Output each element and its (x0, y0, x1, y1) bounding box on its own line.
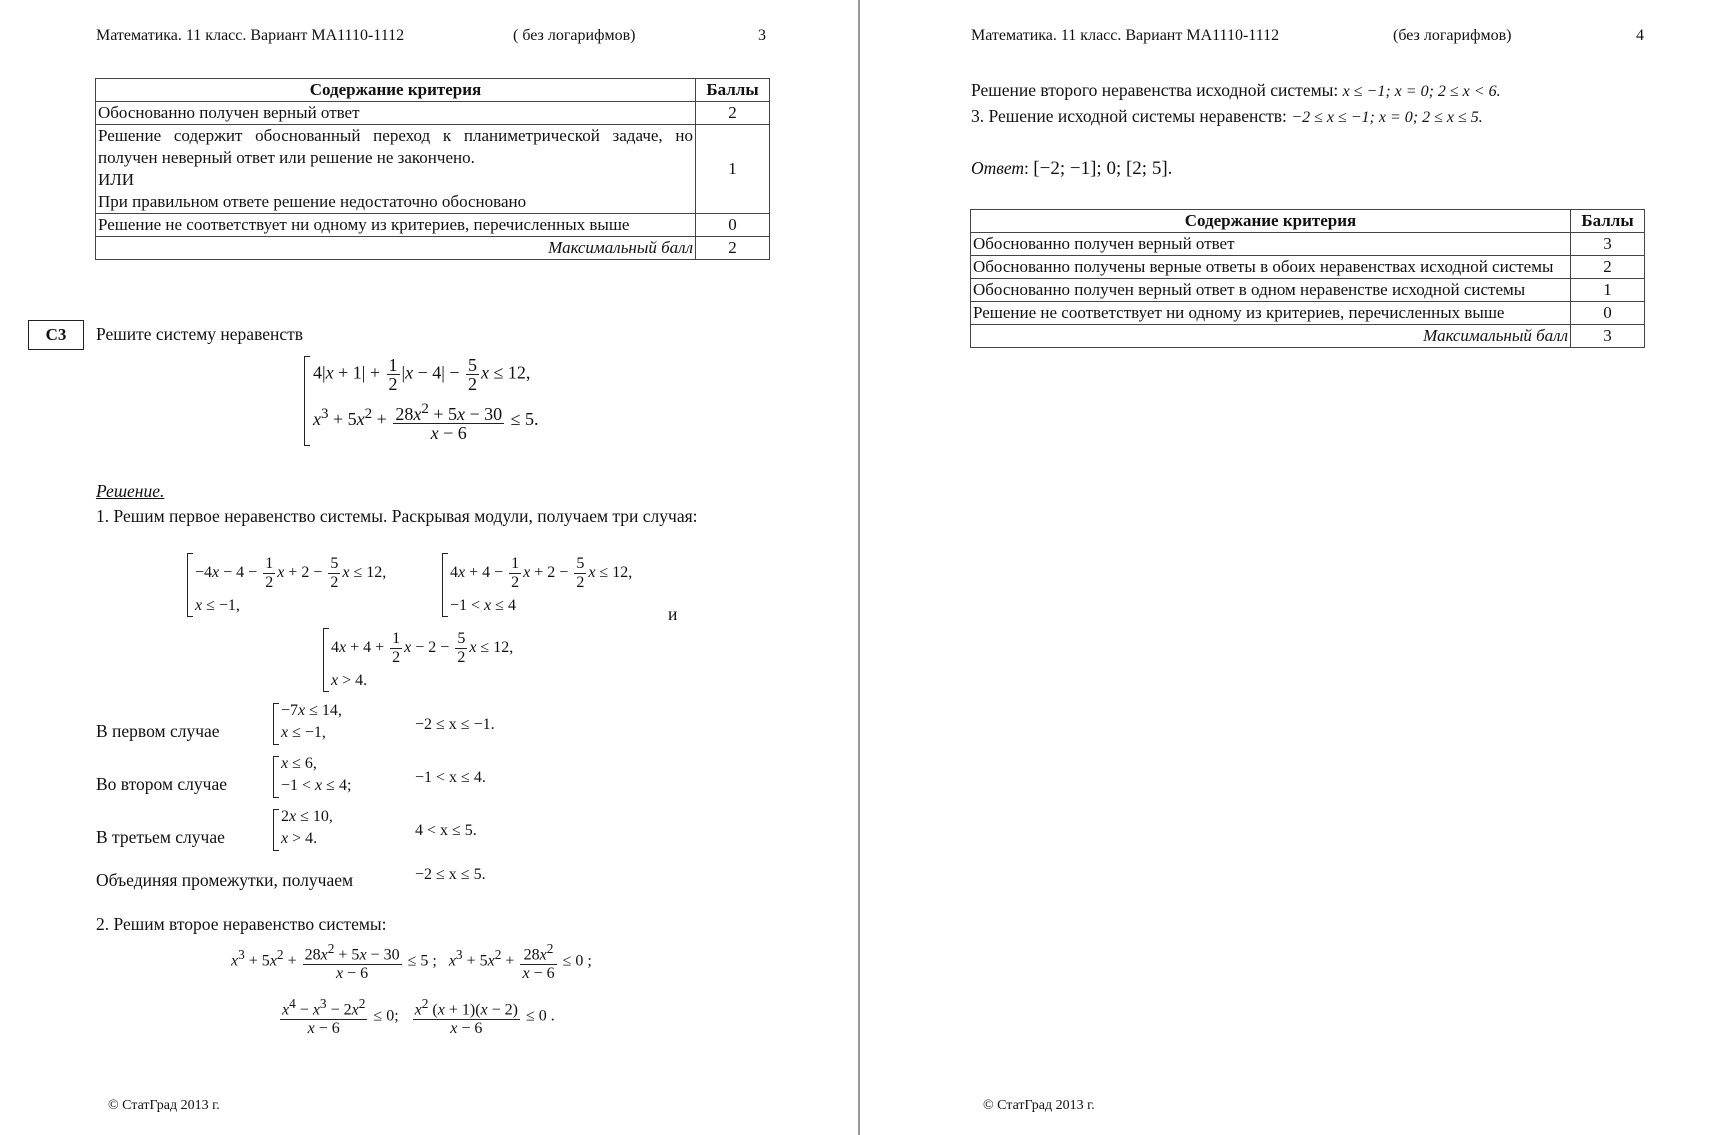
case1-label: В первом случае (96, 721, 220, 741)
system-brace (442, 553, 448, 617)
case2-result: −1 < x ≤ 4. (415, 769, 486, 786)
criterion-text: Обоснованно получен верный ответ (96, 102, 696, 125)
criterion-text-part: При правильном ответе решение недостаточно обосновано (98, 192, 527, 211)
col-header-points: Баллы (1571, 210, 1645, 233)
criterion-text-part: ИЛИ (98, 170, 135, 189)
solution-line2-text: 3. Решение исходной системы неравенств: (971, 106, 1287, 126)
math-line: x ≤ 6, (281, 755, 317, 772)
step2-line2: $\frac{x^4 - x^3 - 2x^2}{x - 6}$ ≤ 0; $\frac{x^2 (x + 1)(x - 2)}{x - 6}$ ≤ 0 . (282, 996, 555, 1038)
inequality-1: 4|x + 1| + $\frac{1}{2}$ |x − 4| − $\frac{5}{2}$ x ≤ 12, (313, 355, 531, 394)
header-page-number: 3 (758, 27, 766, 44)
solution-line2-math: −2 ≤ x ≤ −1; x = 0; 2 ≤ x ≤ 5. (1291, 109, 1483, 126)
col-header-content: Содержание критерия (96, 79, 696, 102)
criterion-points: 1 (696, 125, 770, 214)
max-score-label: Максимальный балл (96, 237, 696, 260)
table-row (96, 214, 770, 237)
header-note: (без логарифмов) (1393, 27, 1512, 44)
answer-value: [−2; −1]; 0; [2; 5]. (1033, 158, 1173, 179)
solution-step2: 2. Решим второе неравенство системы: (96, 914, 387, 934)
system-brace (323, 628, 329, 692)
case2-label: Во втором случае (96, 774, 227, 794)
step2-line1: $x^3 + 5x^2$ + $\frac{28x^2 + 5x - 30}{x - 6}$ ≤ 5 ; $x^3 + 5x^2$ + $\frac{28x^2}{x - 6}$ ≤ 0 ; (231, 941, 592, 983)
header-note: ( без логарифмов) (513, 27, 636, 44)
math-line: 2x ≤ 10, (281, 808, 333, 825)
system-brace (187, 553, 193, 617)
solution-heading: Решение. (96, 481, 165, 501)
solution-step1: 1. Решим первое неравенство системы. Раскрывая модули, получаем три случая: (96, 506, 698, 526)
math-line: −1 < x ≤ 4; (281, 777, 352, 794)
criterion-text: Обоснованно получен верный ответ (971, 233, 1571, 256)
math-line: −7x ≤ 14, (281, 702, 342, 719)
criterion-text: Обоснованно получен верный ответ в одном неравенстве исходной системы (971, 279, 1571, 302)
criterion-points: 2 (696, 102, 770, 125)
answer-line: Ответ: [−2; −1]; 0; [2; 5]. (971, 158, 1173, 179)
case3-label: В третьем случае (96, 827, 225, 847)
table-row-max (96, 237, 770, 260)
system-brace (273, 809, 279, 851)
table-row (971, 302, 1645, 325)
math-line: −4x − 4 − $\frac{1}{2}$ x + 2 − $\frac{5}{2}$ x ≤ 12, (195, 555, 387, 591)
table-row (96, 125, 770, 214)
max-score-value: 2 (696, 237, 770, 260)
case3-result: 4 < x ≤ 5. (415, 822, 477, 839)
math-line: x ≤ −1, (195, 597, 240, 614)
criterion-points: 2 (1571, 256, 1645, 279)
footer-copyright: © СтатГрад 2013 г. (983, 1098, 1095, 1113)
criterion-text: Решение не соответствует ни одному из критериев, перечисленных выше (971, 302, 1571, 325)
inequality-2: $x^3 + 5x^2$ + $\frac{28x^2 + 5x - 30}{x - 6}$ ≤ 5. (313, 401, 539, 443)
solution-line2 (971, 106, 1483, 127)
criterion-text (96, 125, 696, 214)
system-brace (273, 703, 279, 745)
table-row (971, 233, 1645, 256)
criterion-text-part: Решение содержит обоснованный переход к планиметрической задаче, но получен неверный ответ или решение не закончено. (98, 126, 693, 167)
math-line: x > 4. (281, 830, 318, 847)
criterion-points: 1 (1571, 279, 1645, 302)
task-prompt: Решите систему неравенств (96, 324, 304, 344)
system-brace (304, 356, 310, 446)
criterion-text: Обоснованно получены верные ответы в обоих неравенствах исходной системы (971, 256, 1571, 279)
math-line: x > 4. (331, 672, 368, 689)
union-label: Объединяя промежутки, получаем (96, 870, 354, 890)
table-row (971, 256, 1645, 279)
criterion-text: Решение не соответствует ни одному из критериев, перечисленных выше (96, 214, 696, 237)
max-score-value: 3 (1571, 325, 1645, 348)
page-4 (860, 0, 1714, 1135)
table-row (96, 102, 770, 125)
union-result: −2 ≤ x ≤ 5. (415, 866, 486, 883)
case1-result: −2 ≤ x ≤ −1. (415, 716, 495, 733)
answer-label: Ответ (971, 158, 1025, 178)
math-line: −1 < x ≤ 4 (450, 597, 516, 614)
header-title: Математика. 11 класс. Вариант МА1110-1112 (96, 27, 405, 44)
criteria-table (970, 209, 1645, 348)
solution-line1 (971, 80, 1501, 101)
criterion-points: 0 (1571, 302, 1645, 325)
table-row (971, 279, 1645, 302)
col-header-points: Баллы (696, 79, 770, 102)
header-page-number: 4 (1636, 27, 1644, 44)
solution-line1-math: x ≤ −1; x = 0; 2 ≤ x < 6. (1342, 83, 1501, 100)
criterion-points: 3 (1571, 233, 1645, 256)
math-line: 4x + 4 − $\frac{1}{2}$ x + 2 − $\frac{5}{2}$ x ≤ 12, (450, 555, 633, 591)
math-line: 4x + 4 + $\frac{1}{2}$ x − 2 − $\frac{5}{2}$ x ≤ 12, (331, 630, 514, 666)
math-line: x ≤ −1, (281, 724, 326, 741)
table-row-max (971, 325, 1645, 348)
solution-line1-text: Решение второго неравенства исходной системы: (971, 80, 1339, 100)
col-header-content: Содержание критерия (971, 210, 1571, 233)
system-brace (273, 756, 279, 798)
max-score-label: Максимальный балл (971, 325, 1571, 348)
task-label: С3 (28, 320, 84, 350)
criterion-points: 0 (696, 214, 770, 237)
criteria-table (95, 78, 770, 260)
header-title: Математика. 11 класс. Вариант МА1110-1112 (971, 27, 1280, 44)
and-word: и (668, 604, 678, 624)
footer-copyright: © СтатГрад 2013 г. (108, 1098, 220, 1113)
